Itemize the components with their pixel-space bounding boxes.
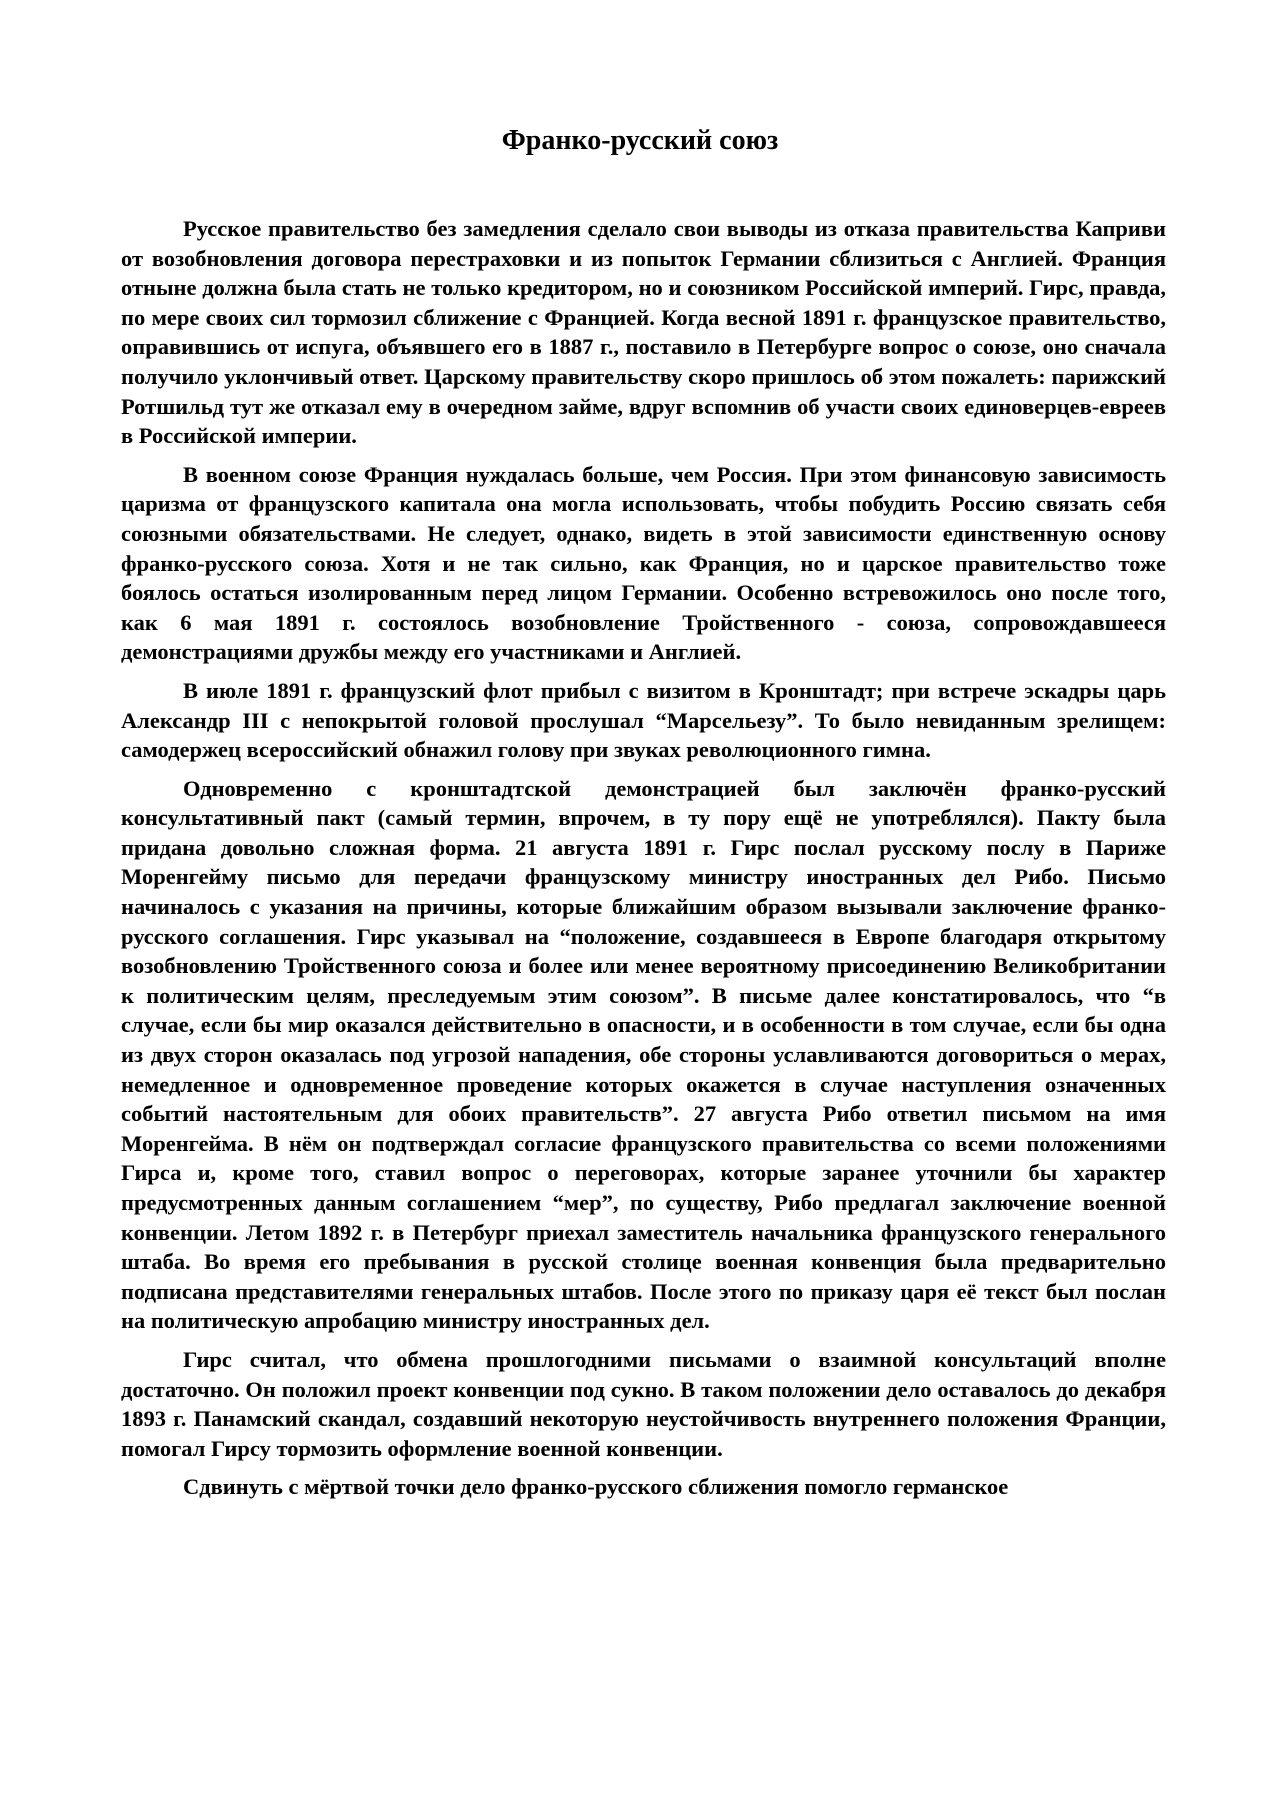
- paragraph-2: В военном союзе Франция нуждалась больше, чем Россия. При этом финансовую зависимость царизма от французского капитала она могла использовать, чтобы побудить Россию связать себя союзными обязательствами. Не следует, однако, видеть в этой зависимости единственную основу франко-русского союза. Хотя и не так сильно, как Франция, но и царское правительство тоже боялось остаться изолированным перед лицом Германии. Особенно встревожилось оно после того, как 6 мая 1891 г. состоялось возобновление Тройственного - союза, сопровождавшееся демонстрациями дружбы между его участниками и Англией.: [121, 461, 1166, 665]
- paragraph-5: Гирс считал, что обмена прошлогодними письмами о взаимной консультаций вполне достаточно. Он положил проект конвенции под сукно. В таком положении дело оставалось до декабря 1893 г. Панамский скандал, создавший некоторую неустойчивость внутреннего положения Франции, помогал Гирсу тормозить оформление военной конвенции.: [121, 1346, 1166, 1461]
- document-body: [121, 214, 1166, 1511]
- paragraph-4: Одновременно с кронштадтской демонстрацией был заключён франко-русский консультативный пакт (самый термин, впрочем, в ту пору ещё не употреблялся). Пакту была придана довольно сложная форма. 21 августа 1891 г. Гирс послал русскому послу в Париже Моренгейму письмо для передачи французскому министру иностранных дел Рибо. Письмо начиналось с указания на причины, которые ближайшим образом вызывали заключение франко-русского соглашения. Гирс указывал на “положение, создавшееся в Европе благодаря открытому возобновлению Тройственного союза и более или менее вероятному присоединению Великобритании к политическим целям, преследуемым этим союзом”. В письме далее констатировалось, что “в случае, если бы мир оказался действительно в опасности, и в особенности в том случае, если бы одна из двух сторон оказалась под угрозой нападения, обе стороны уславливаются договориться о мерах, немедленное и одновременное проведение которых окажется в случае наступления означенных событий настоятельным для обоих правительств”. 27 августа Рибо ответил письмом на имя Моренгейма. В нём он подтверждал согласие французского правительства со всеми положениями Гирса и, кроме того, ставил вопрос о переговорах, которые заранее уточнили бы характер предусмотренных данным соглашением “мер”, по существу, Рибо предлагал заключение военной конвенции. Летом 1892 г. в Петербург приехал заместитель начальника французского генерального штаба. Во время его пребывания в русской столице военная конвенция была предварительно подписана представителями генеральных штабов. После этого по приказу царя её текст был послан на политическую апробацию министру иностранных дел.: [121, 775, 1166, 1334]
- paragraph-6: Сдвинуть с мёртвой точки дело франко-русского сближения помогло германское: [183, 1474, 1009, 1500]
- paragraph-1: Русское правительство без замедления сделало свои выводы из отказа правительства Каприви от возобновления договора перестраховки и из попыток Германии сблизиться с Англией. Франция отныне должна была стать не только кредитором, но и союзником Российской империй. Гирс, правда, по мере своих сил тормозил сближение с Францией. Когда весной 1891 г. французское правительство, оправившись от испуга, объявшего его в 1887 г., поставило в Петербурге вопрос о союзе, оно сначала получило уклончивый ответ. Царскому правительству скоро пришлось об этом пожалеть: парижский Ротшильд тут же отказал ему в очередном займе, вдруг вспомнив об участи своих единоверцев-евреев в Российской империи.: [121, 216, 1166, 449]
- paragraph-3: В июле 1891 г. французский флот прибыл с визитом в Кронштадт; при встрече эскадры царь Александр III с непокрытой головой прослушал “Марсельезу”. То было невиданным зрелищем: самодержец всероссийский обнажил голову при звуках революционного гимна.: [121, 677, 1166, 763]
- document-title: Франко-русский союз: [501, 125, 779, 156]
